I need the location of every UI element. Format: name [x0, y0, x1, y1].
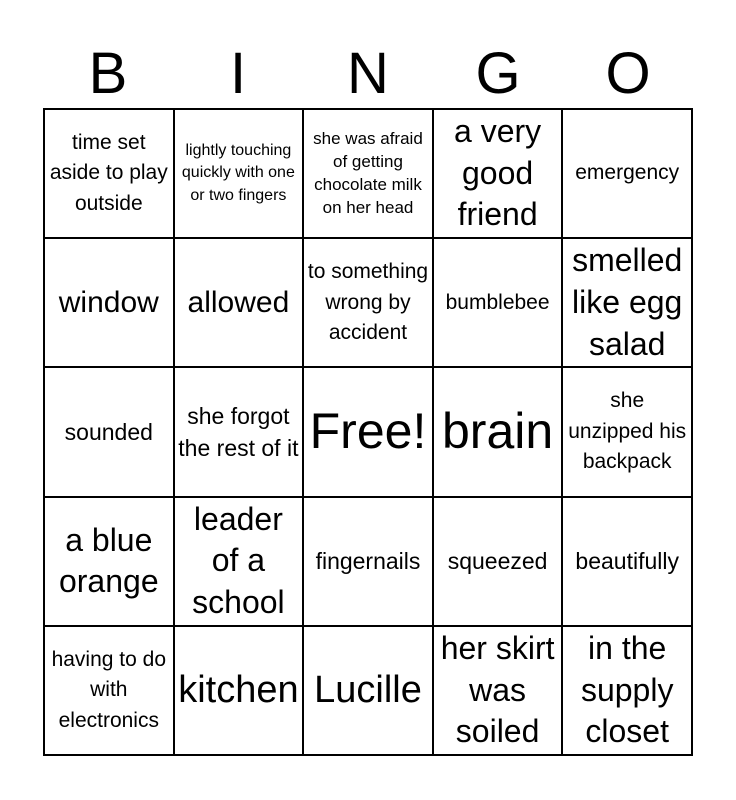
bingo-cell: bumblebee	[433, 238, 563, 367]
bingo-cell: Lucille	[303, 626, 433, 755]
bingo-cell: emergency	[562, 109, 692, 238]
header-letter-i: I	[229, 41, 247, 106]
bingo-cell: a blue orange	[44, 497, 174, 626]
bingo-cell: allowed	[174, 238, 304, 367]
bingo-cell: window	[44, 238, 174, 367]
bingo-cell: lightly touching quickly with one or two fingers	[174, 109, 304, 238]
bingo-cell: sounded	[44, 367, 174, 496]
bingo-cell: she was afraid of getting chocolate milk on her head	[303, 109, 433, 238]
bingo-header	[43, 40, 693, 108]
free-space-cell: Free!	[303, 367, 433, 496]
bingo-cell: kitchen	[174, 626, 304, 755]
bingo-cell: brain	[433, 367, 563, 496]
bingo-cell: beautifully	[562, 497, 692, 626]
bingo-cell: she unzipped his backpack	[562, 367, 692, 496]
bingo-cell: a very good friend	[433, 109, 563, 238]
bingo-cell: smelled like egg salad	[562, 238, 692, 367]
bingo-cell: squeezed	[433, 497, 563, 626]
bingo-cell: fingernails	[303, 497, 433, 626]
header-letter-n: N	[347, 41, 389, 106]
header-letter-o: O	[605, 41, 651, 106]
header-letter-g: G	[475, 41, 521, 106]
bingo-cell: time set aside to play outside	[44, 109, 174, 238]
bingo-cell: to something wrong by accident	[303, 238, 433, 367]
bingo-cell: in the supply closet	[562, 626, 692, 755]
bingo-card-grid	[43, 108, 693, 756]
bingo-cell: she forgot the rest of it	[174, 367, 304, 496]
bingo-cell: having to do with electronics	[44, 626, 174, 755]
bingo-cell: her skirt was soiled	[433, 626, 563, 755]
header-letter-b: B	[88, 41, 128, 106]
bingo-cell: leader of a school	[174, 497, 304, 626]
